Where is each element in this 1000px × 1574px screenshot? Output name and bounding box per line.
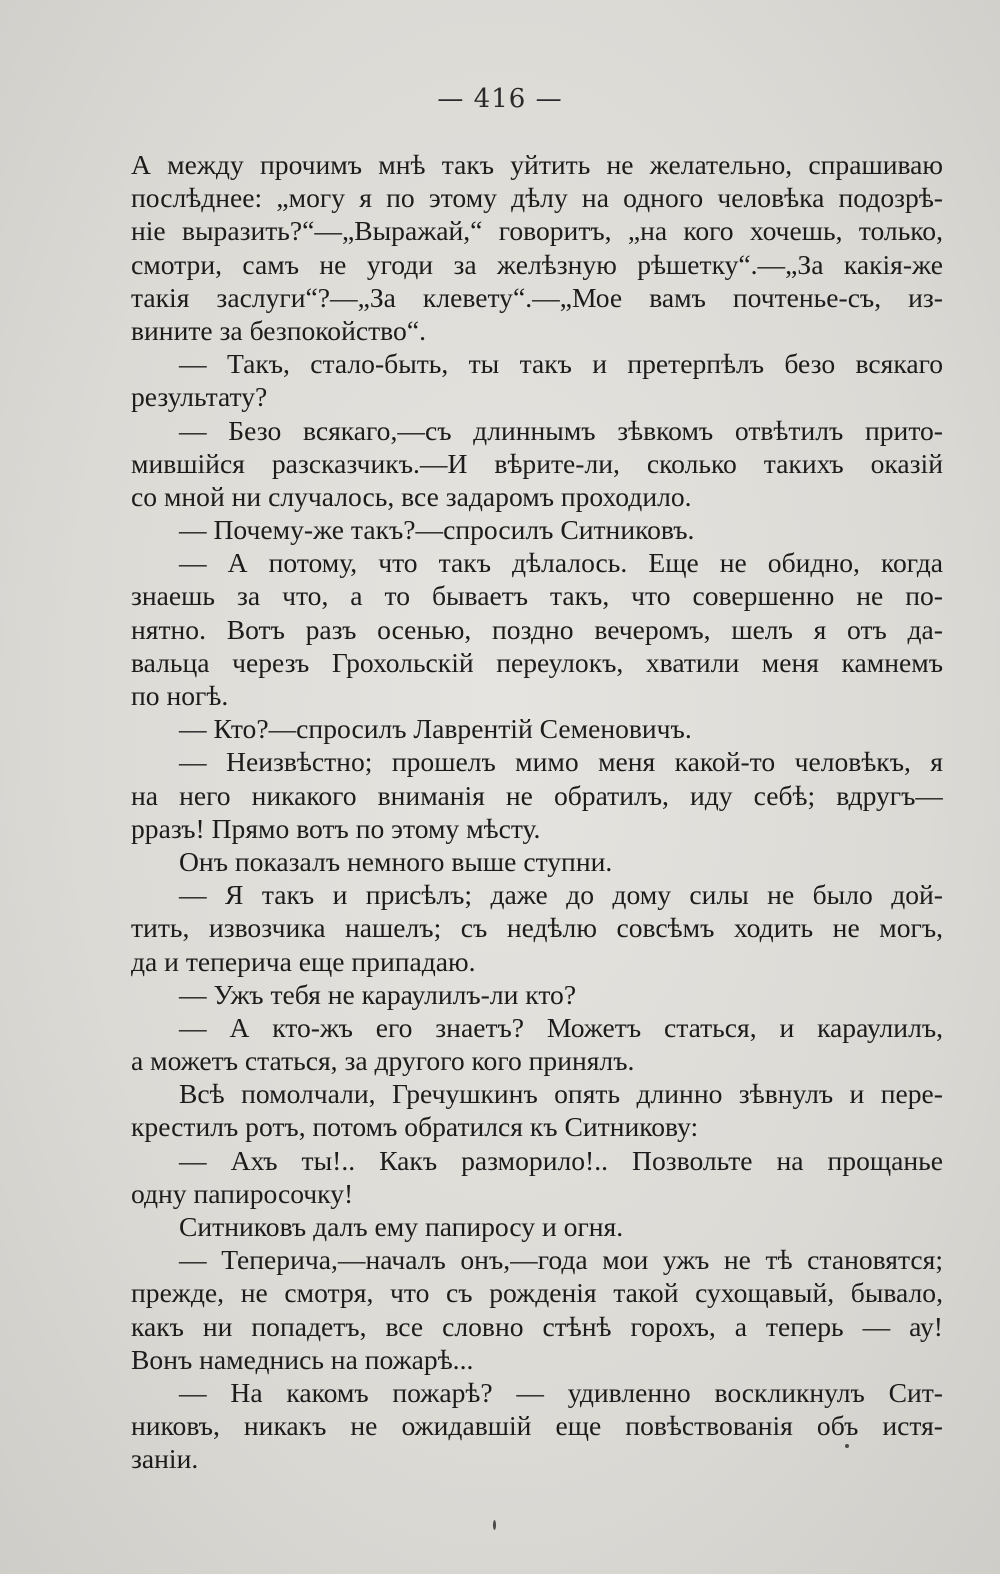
text-line: А между прочимъ мнѣ такъ уйтить не желательно, спрашиваю — [131, 149, 943, 180]
text-line: — А кто-жъ его знаетъ? Можетъ статься, и караулилъ, — [179, 1011, 943, 1043]
text-line: — Ахъ ты!.. Какъ разморило!.. Позвольте на прощанье — [179, 1144, 943, 1176]
text-line: нятно. Вотъ разъ осенью, поздно вечеромъ, шелъ я отъ да- — [131, 613, 943, 645]
text-line: на него никакого вниманія не обратилъ, иду себѣ; вдругъ— — [131, 779, 943, 811]
text-line: вальца черезъ Грохольскій переулокъ, хватили меня камнемъ — [131, 646, 943, 678]
text-line: — На какомъ пожарѣ? — удивленно воскликнулъ Сит- — [179, 1376, 943, 1408]
text-line: — Я такъ и присѣлъ; даже до дому силы не было дой- — [179, 879, 943, 911]
text-line: одну папиросочку! — [131, 1177, 354, 1209]
text-line: никовъ, никакъ не ожидавшій еще повѣствованія объ истя- — [131, 1410, 943, 1442]
text-line: Ситниковъ далъ ему папиросу и огня. — [179, 1211, 624, 1242]
text-line: а можетъ статься, за другого кого принялъ. — [131, 1045, 635, 1077]
text-line: со мной ни случалось, все задаромъ проходило. — [131, 480, 692, 512]
page-text — [131, 148, 943, 1476]
text-line: прежде, не смотря, что съ рожденія такой сухощавый, бывало, — [131, 1277, 943, 1309]
text-line: — Почему-же такъ?—спросилъ Ситниковъ. — [179, 514, 695, 546]
text-line: — Безо всякаго,—съ длиннымъ зѣвкомъ отвѣтилъ прито- — [179, 414, 943, 446]
text-line: — Кто?—спросилъ Лаврентій Семеновичъ. — [179, 713, 692, 745]
text-line: Онъ показалъ немного выше ступни. — [179, 845, 613, 877]
text-line: какъ ни попадетъ, все словно стѣнѣ горохъ, а теперь — ау! — [131, 1310, 943, 1342]
text-line: ніе выразить?“—„Выражай,“ говоритъ, „на кого хочешь, только, — [131, 215, 943, 247]
text-line: Всѣ помолчали, Гречушкинъ опять длинно зѣвнулъ и пере- — [179, 1078, 943, 1110]
text-line: заніи. — [131, 1443, 199, 1475]
text-line: тить, извозчика нашелъ; съ недѣлю совсѣмъ ходить не могъ, — [131, 912, 943, 944]
text-line: Вонъ намеднись на пожарѣ... — [131, 1343, 474, 1375]
text-line: такія заслуги“?—„За клевету“.—„Мое вамъ почтенье-съ, из- — [131, 281, 943, 313]
text-line: — Теперича,—началъ онъ,—года мои ужъ не тѣ становятся; — [179, 1244, 943, 1276]
ink-speck — [845, 1444, 849, 1448]
text-line: послѣднее: „могу я по этому дѣлу на одного человѣка подозрѣ- — [131, 182, 943, 214]
text-line: крестилъ ротъ, потомъ обратился къ Ситникову: — [131, 1111, 699, 1143]
text-line: знаешь за что, а то бываетъ такъ, что совершенно не по- — [131, 580, 943, 612]
text-line: — Неизвѣстно; прошелъ мимо меня какой-то человѣкъ, я — [179, 746, 943, 778]
text-line: смотри, самъ не угоди за желѣзную рѣшетку“.—„За какія-же — [131, 248, 943, 280]
text-line: результату? — [131, 381, 268, 413]
text-line: — А потому, что такъ дѣлалось. Еще не обидно, когда — [179, 547, 943, 579]
text-line: — Такъ, стало-быть, ты такъ и претерпѣлъ безо всякаго — [179, 348, 943, 380]
page-number: — 416 — — [437, 84, 563, 114]
text-line: — Ужъ тебя не караулилъ-ли кто? — [179, 978, 577, 1010]
text-line: рразъ! Прямо вотъ по этому мѣсту. — [131, 812, 541, 844]
text-line: по ногѣ. — [131, 680, 229, 711]
text-line: да и теперича еще припадаю. — [131, 945, 476, 977]
text-line: вините за безпокойство“. — [131, 314, 426, 346]
ink-speck — [493, 1520, 496, 1530]
text-line: мившійся разсказчикъ.—И вѣрите-ли, сколько такихъ оказій — [131, 447, 943, 479]
